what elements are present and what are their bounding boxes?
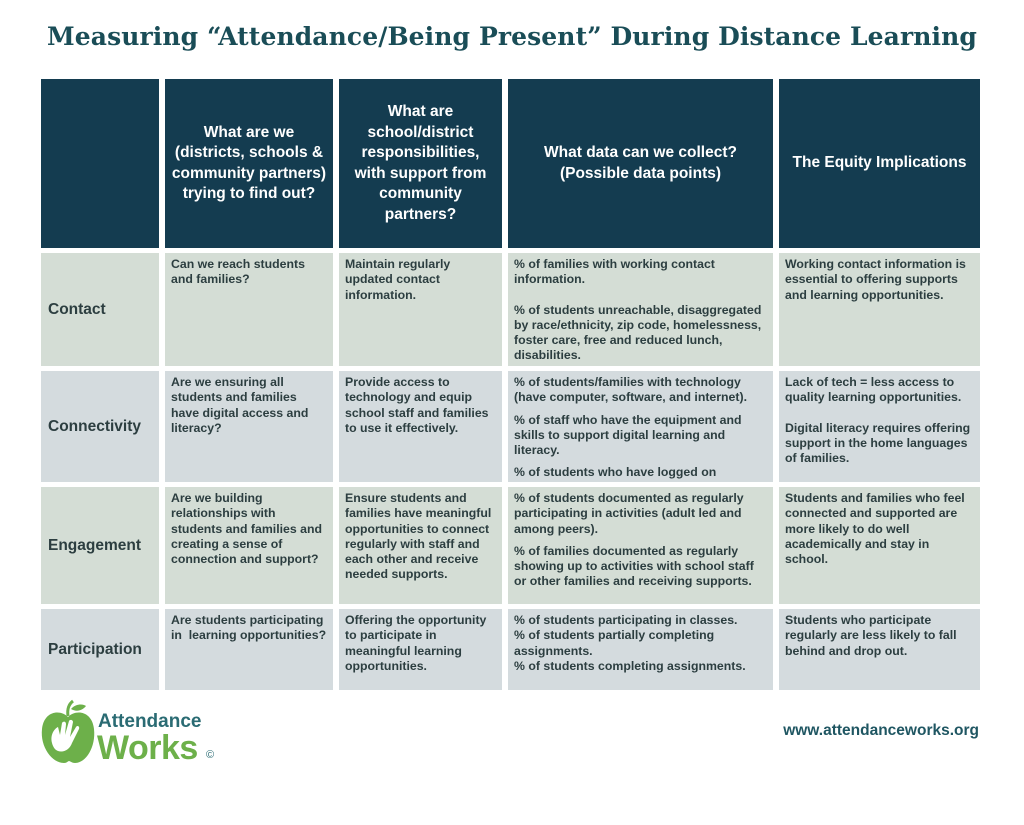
contact-data-points	[508, 253, 773, 366]
row-label-participation: Participation	[41, 609, 159, 690]
data-point: % of students unreachable, disaggregated by race/ethnicity, zip code, homelessness, foster care, free and reduced lunch, disabilities.	[514, 302, 762, 363]
header-data-points: What data can we collect? (Possible data points)	[508, 79, 773, 248]
equity-text: Working contact information is essential to offering supports and learning opportunities.	[785, 257, 966, 302]
apple-hand-icon	[38, 699, 98, 769]
header-blank	[41, 79, 159, 248]
participation-equity	[779, 609, 980, 690]
attendance-table	[41, 79, 980, 690]
copyright-mark: ©	[206, 749, 215, 761]
data-point: % of families documented as regularly showing up to activities with school staff or other families and receiving supports.	[514, 543, 754, 589]
data-point: % of students/families with technology (have computer, software, and internet).	[514, 375, 748, 405]
logo-text-works: Works	[97, 729, 198, 767]
equity-text: Students who participate regularly are less likely to fall behind and drop out.	[785, 613, 957, 658]
equity-text: Lack of tech = less access to quality learning opportunities.	[785, 375, 962, 405]
participation-question: Are students participating in learning opportunities?	[165, 609, 333, 690]
data-point: % of staff who have the equipment and skills to support digital learning and literacy.	[514, 412, 742, 458]
logo-text-attendance: Attendance	[98, 711, 202, 732]
header-question: What are we (districts, schools & community partners) trying to find out?	[165, 79, 333, 248]
connectivity-question: Are we ensuring all students and families have digital access and literacy?	[165, 371, 333, 482]
data-point: % of students who have logged on	[514, 465, 717, 480]
engagement-equity	[779, 487, 980, 604]
connectivity-equity	[779, 371, 980, 482]
contact-question: Can we reach students and families?	[165, 253, 333, 366]
row-label-engagement: Engagement	[41, 487, 159, 604]
page-title: Measuring “Attendance/Being Present” During Distance Learning	[47, 22, 977, 51]
engagement-question: Are we building relationships with students and families and creating a sense of connection and support?	[165, 487, 333, 604]
equity-text: Students and families who feel connected and supported are more likely to do well academically and stay in school.	[785, 491, 965, 567]
data-point: % of students completing assignments.	[514, 658, 746, 673]
engagement-data-points	[508, 487, 773, 604]
equity-text: Digital literacy requires offering support in the home languages of families.	[785, 420, 971, 466]
header-responsibility: What are school/district responsibilities, with support from community partners?	[339, 79, 502, 248]
connectivity-data-points	[508, 371, 773, 482]
website-url[interactable]: www.attendanceworks.org	[783, 722, 979, 739]
engagement-responsibility: Ensure students and families have meaningful opportunities to connect regularly with staff and each other and receive needed supports.	[339, 487, 502, 604]
data-point: % of students documented as regularly participating in activities (adult led and among peers).	[514, 491, 744, 536]
data-point: % of students partially completing assignments.	[514, 628, 715, 658]
participation-data-points	[508, 609, 773, 690]
attendance-works-logo	[38, 699, 228, 769]
row-label-connectivity: Connectivity	[41, 371, 159, 482]
contact-responsibility: Maintain regularly updated contact information.	[339, 253, 502, 366]
contact-equity	[779, 253, 980, 366]
data-point: % of students participating in classes.	[514, 613, 738, 627]
connectivity-responsibility: Provide access to technology and equip school staff and families to use it effectively.	[339, 371, 502, 482]
row-label-contact: Contact	[41, 253, 159, 366]
header-equity: The Equity Implications	[779, 79, 980, 248]
participation-responsibility: Offering the opportunity to participate in meaningful learning opportunities.	[339, 609, 502, 690]
data-point: % of families with working contact information.	[514, 257, 715, 287]
